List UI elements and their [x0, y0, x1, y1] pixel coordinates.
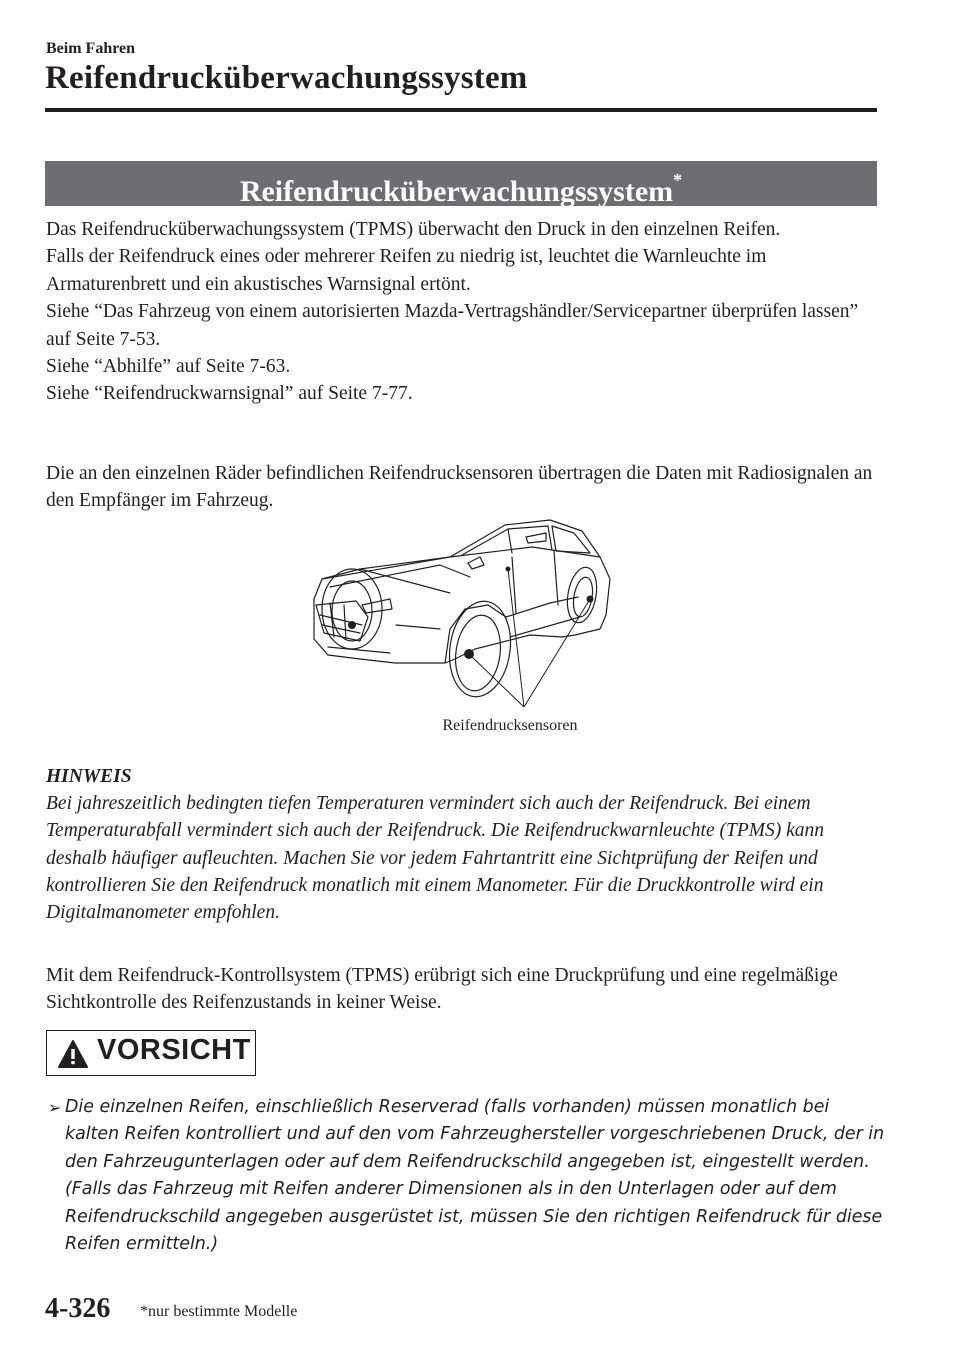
caution-item [48, 1094, 888, 1258]
section-banner [45, 161, 877, 206]
figure-caption: Reifendrucksensoren [442, 717, 578, 734]
note-title: HINWEIS [46, 766, 132, 787]
caution-text: Die einzelnen Reifen, einschließlich Reserverad (falls vorhanden) müssen monatlich bei kalten Reifen kontrolliert und auf den vom Fahrzeughersteller vorgeschriebenen Druck, der in den Fahrzeugunterlagen oder auf dem Reifendruckschild angegeben ist, eingestellt werden. (Falls das Fahrzeug mit Reifen anderer Dimensionen als in den Unterlagen oder auf dem Reifendruckschild angegeben ausgerüstet ist, müssen Sie den richtigen Reifendruck für diese Reifen ermitteln.) [65, 1097, 885, 1255]
tpms-paragraph [46, 962, 886, 1017]
model-marker: * [673, 170, 683, 190]
car-tire-sensor-illustration [300, 517, 620, 717]
reference-link-dealer: Siehe “Das Fahrzeug von einem autorisierten Mazda-Vertragshändler/Servicepartner überprüfen lassen” auf Seite 7-53. [46, 301, 859, 350]
caution-label: VORSICHT [97, 1034, 251, 1066]
page-title: Reifendrucküberwachungssystem [45, 60, 528, 96]
intro-paragraph: Das Reifendrucküberwachungssystem (TPMS) überwacht den Druck in den einzelnen Reifen. [46, 219, 781, 240]
header-divider [45, 108, 877, 112]
radio-paragraph [46, 460, 886, 515]
reference-link-warning-signal: Siehe “Reifendruckwarnsignal” auf Seite 7-77. [46, 383, 413, 405]
tpms-paragraph-text: Mit dem Reifendruck-Kontrollsystem (TPMS) erübrigt sich eine Druckprüfung und eine regelmäßige Sichtkontrolle des Reifenzustands in keiner Weise. [46, 965, 838, 1014]
chapter-label: Beim Fahren [46, 40, 136, 57]
note-block [46, 763, 886, 926]
page-number: 4-326 [45, 1293, 111, 1324]
bullet-arrow-icon: ➢ [48, 1098, 62, 1117]
note-text: Bei jahreszeitlich bedingten tiefen Temperaturen vermindert sich auch der Reifendruck. Bei einem Temperaturabfall vermindert sich auch der Reifendruck. Die Reifendruckwarnleuchte (TPMS) kann deshalb häufiger aufleuchten. Machen Sie vor jedem Fahrtantritt eine Sichtprüfung der Reifen und kontrollieren Sie den Reifendruck monatlich mit einem Manometer. Für die Druckkontrolle wird ein Digitalmanometer empfohlen. [46, 793, 825, 924]
intro-paragraph: Falls der Reifendruck eines oder mehrerer Reifen zu niedrig ist, leuchtet die Warnleuchte im Armaturenbrett und ein akustisches Warnsignal ertönt. [46, 246, 767, 295]
reference-link-remedy: Siehe “Abhilfe” auf Seite 7-63. [46, 356, 291, 378]
warning-triangle-icon [57, 1039, 89, 1069]
section-title: Reifendrucküberwachungssystem [239, 175, 674, 208]
caution-heading-box [46, 1030, 256, 1076]
footnote: *nur bestimmte Modelle [140, 1303, 298, 1320]
intro-text [46, 216, 886, 408]
radio-paragraph-text: Die an den einzelnen Räder befindlichen Reifendrucksensoren übertragen die Daten mit Radiosignalen an den Empfänger im Fahrzeug. [46, 463, 873, 512]
